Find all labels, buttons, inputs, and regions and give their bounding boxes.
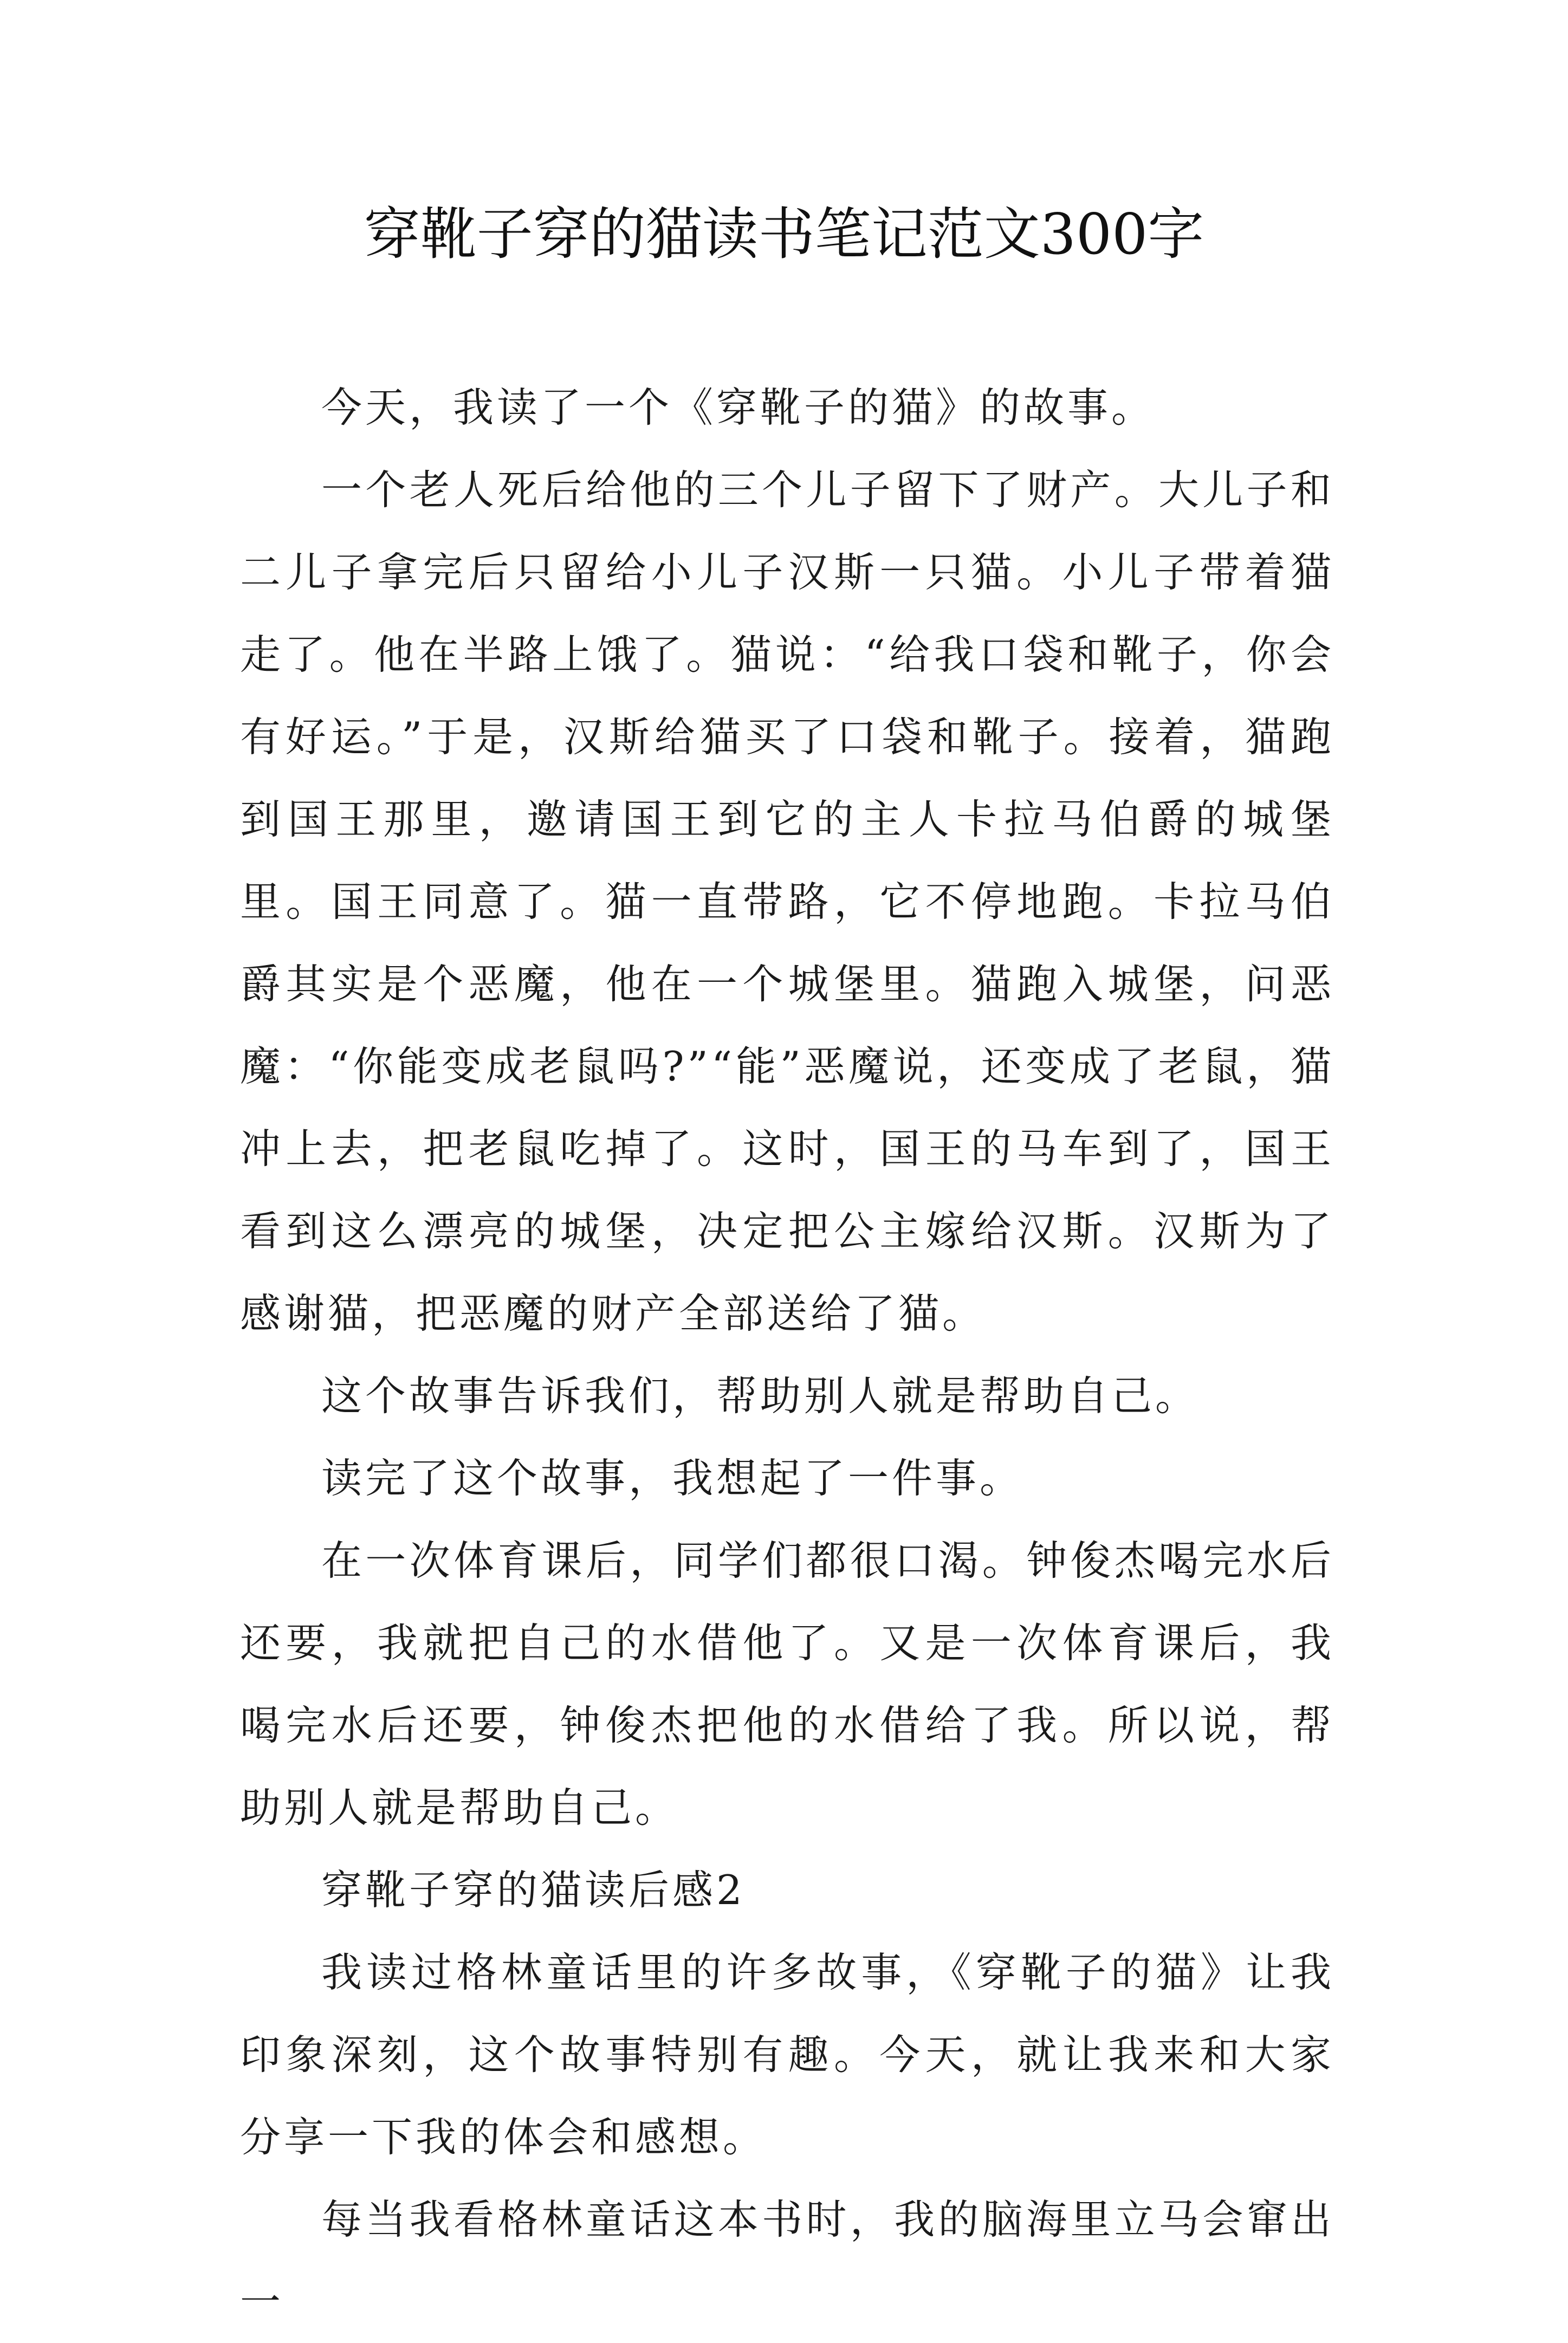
paragraph: 在一次体育课后，同学们都很口渴。钟俊杰喝完水后还要，我就把自己的水借他了。又是一次体育课后，我喝完水后还要，钟俊杰把他的水借给了我。所以说，帮助别人就是帮助自己。 bbox=[240, 1537, 1334, 1831]
paragraph: 读完了这个故事，我想起了一件事。 bbox=[321, 1454, 1024, 1502]
paragraph: 我读过格林童话里的许多故事，《穿靴子的猫》让我印象深刻，这个故事特别有趣。今天，就让我来和大家分享一下我的体会和感想。 bbox=[240, 1949, 1334, 2161]
document-body bbox=[240, 366, 1334, 2343]
paragraph: 今天，我读了一个《穿靴子的猫》的故事。 bbox=[321, 384, 1156, 431]
paragraph: 每当我看格林童话这本书时，我的脑海里立马会窜出一 bbox=[240, 2196, 1334, 2326]
paragraph: 这个故事告诉我们，帮助别人就是帮助自己。 bbox=[321, 1372, 1200, 1420]
document-title: 穿靴子穿的猫读书笔记范文300字 bbox=[364, 201, 1204, 267]
section-heading: 穿靴子穿的猫读后感2 bbox=[321, 1866, 746, 1914]
paragraph: 一个老人死后给他的三个儿子留下了财产。大儿子和二儿子拿完后只留给小儿子汉斯一只猫。小儿子带着猫走了。他在半路上饿了。猫说：“给我口袋和靴子，你会有好运。”于是，汉斯给猫买了口袋和靴子。接着，猫跑到国王那里，邀请国王到它的主人卡拉马伯爵的城堡里。国王同意了。猫一直带路，它不停地跑。卡拉马伯爵其实是个恶魔，他在一个城堡里。猫跑入城堡，问恶魔：“你能变成老鼠吗?”“能”恶魔说，还变成了老鼠，猫冲上去，把老鼠吃掉了。这时，国王的马车到了，国王看到这么漂亮的城堡，决定把公主嫁给汉斯。汉斯为了感谢猫，把恶魔的财产全部送给了猫。 bbox=[240, 466, 1334, 1337]
